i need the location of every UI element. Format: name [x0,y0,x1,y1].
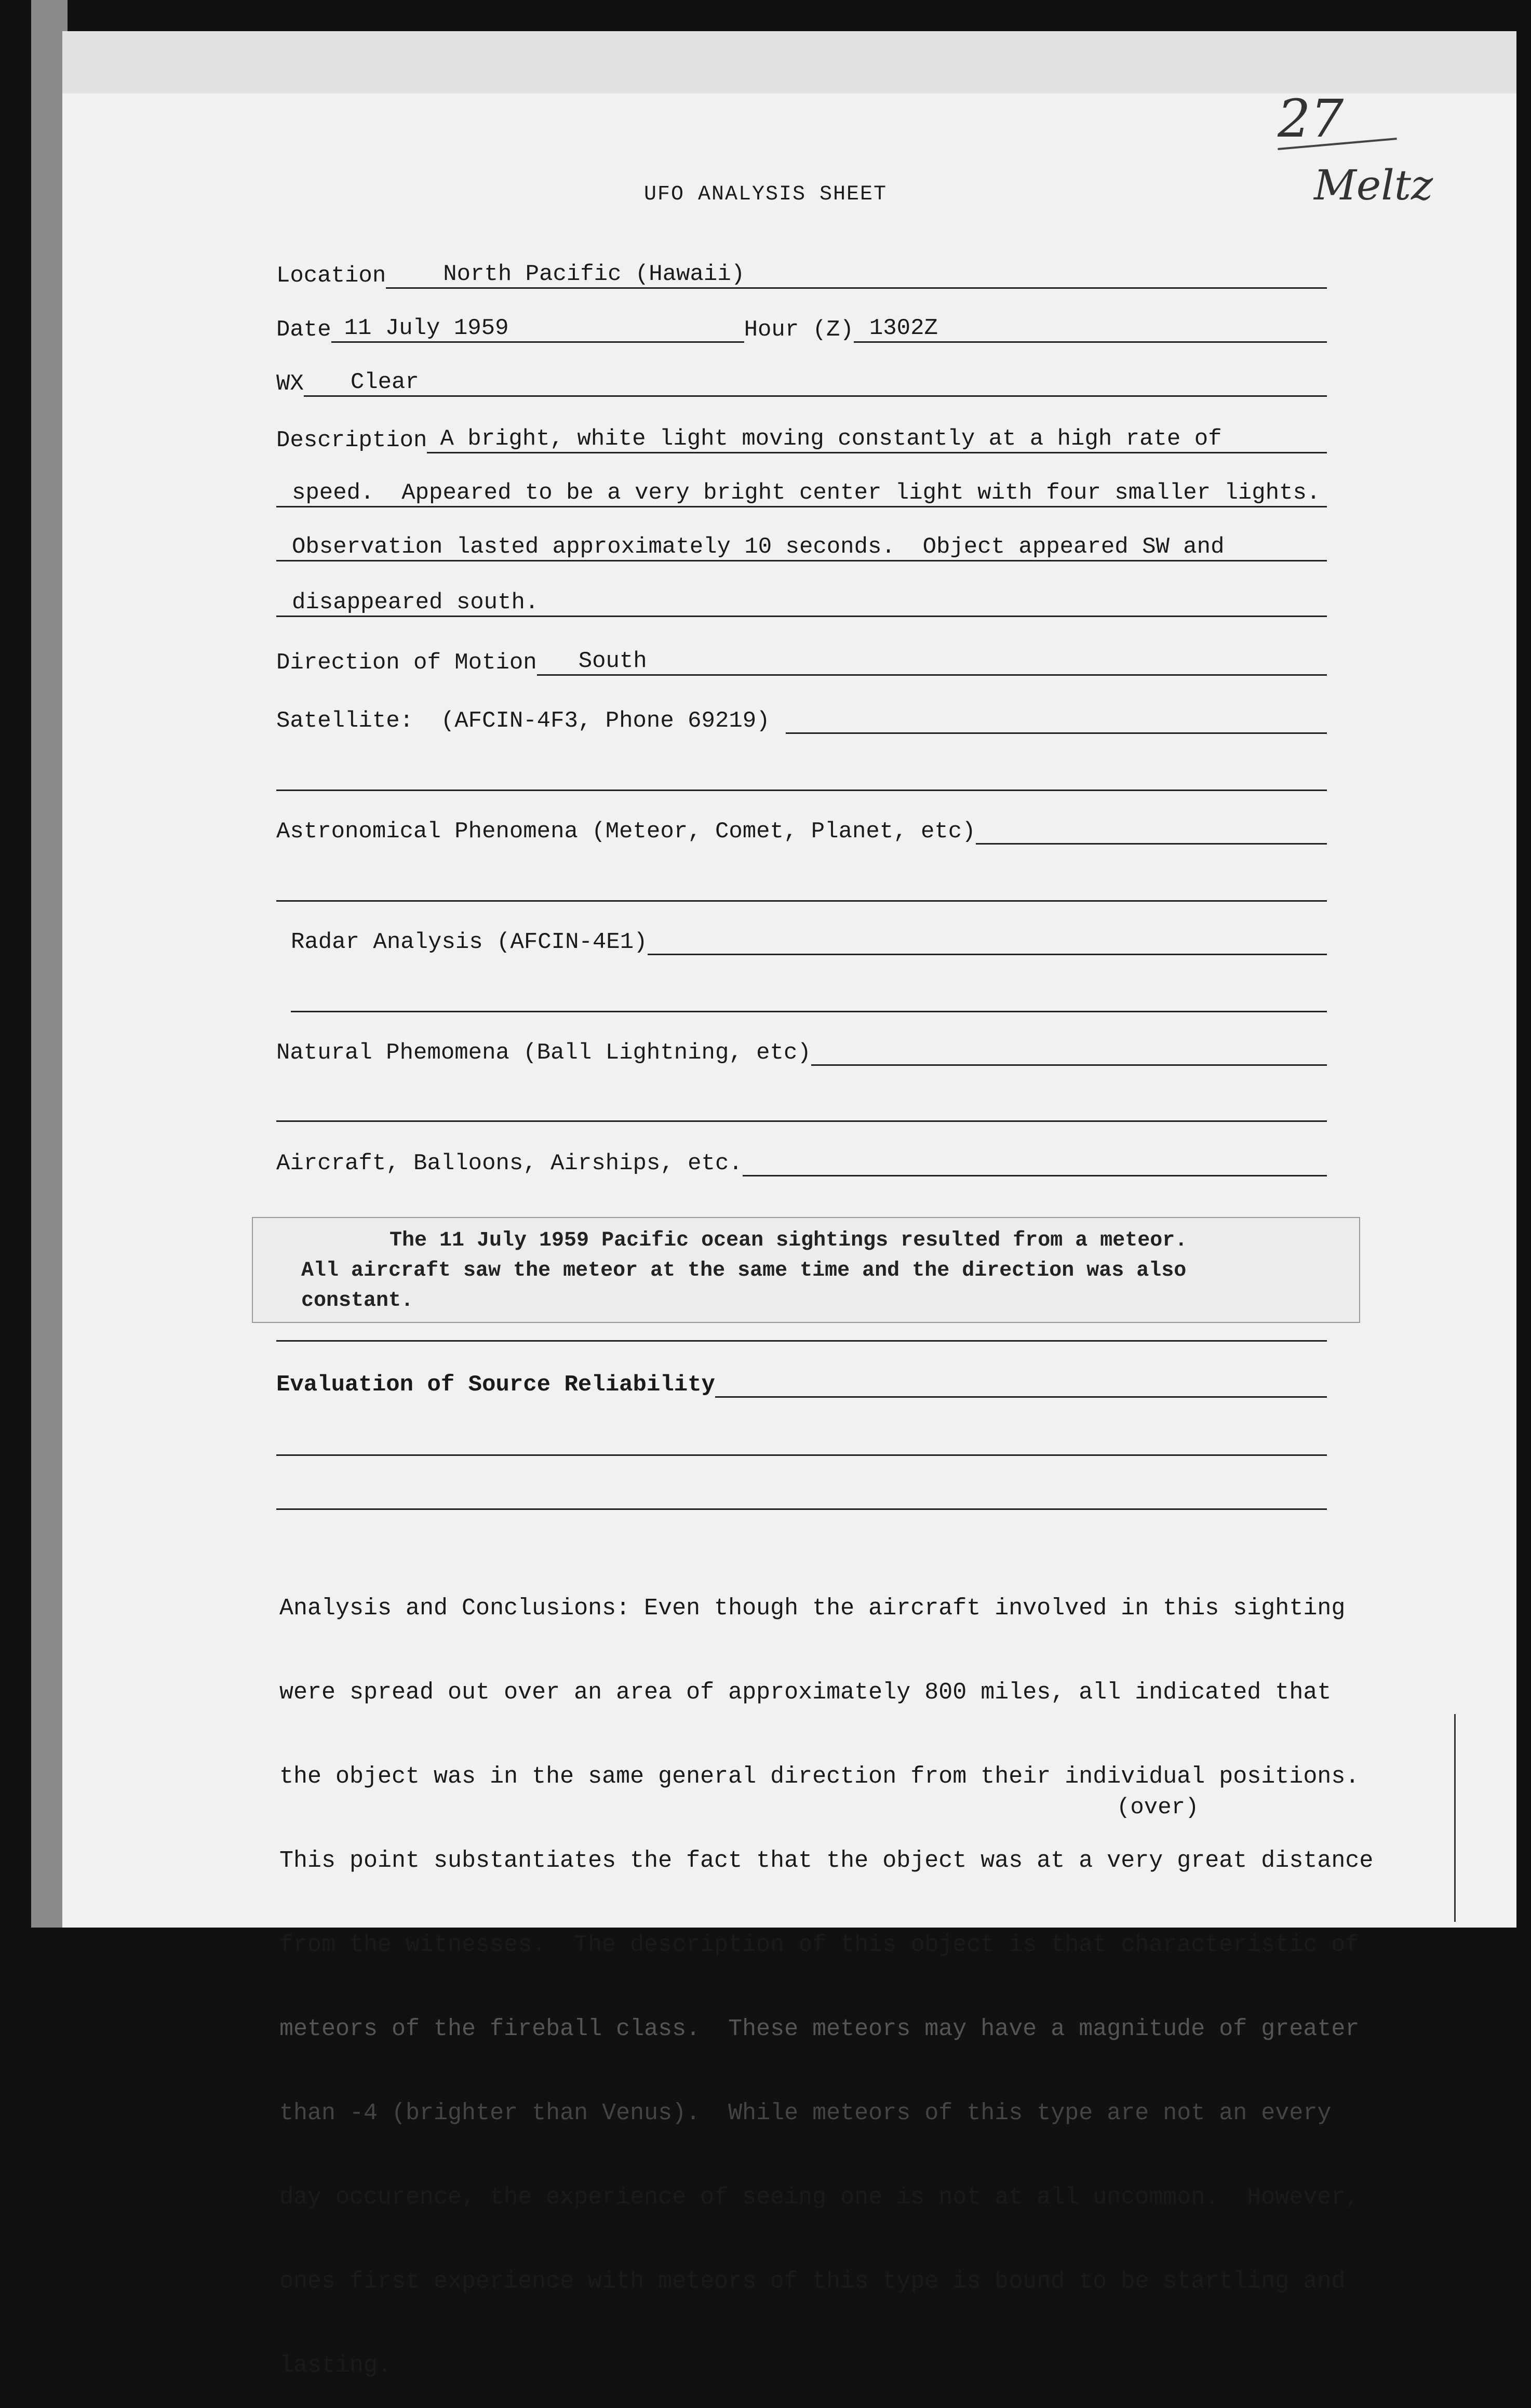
direction-label: Direction of Motion [276,650,537,676]
reliability-line [715,1370,1327,1398]
description-field [276,425,1327,453]
scan-top-band [62,31,1516,93]
blank-line [276,764,1327,791]
radar-line [648,928,1327,955]
description-label: Description [276,427,427,453]
direction-value: South [537,648,1327,676]
natural-field [276,1038,1327,1066]
description-field-cont [276,533,1327,561]
description-field-cont [276,589,1327,617]
radar-label: Radar Analysis (AFCIN-4E1) [291,929,648,955]
aircraft-label: Aircraft, Balloons, Airships, etc. [276,1151,743,1176]
date-hour-field [276,315,1327,343]
description-field-cont [276,479,1327,507]
hour-label: Hour (Z) [744,317,854,343]
hour-value: 1302Z [854,315,1327,343]
blank-line [276,1482,1327,1510]
margin-mark [1454,1714,1456,1922]
date-value: 11 July 1959 [331,315,744,343]
note-line: The 11 July 1959 Pacific ocean sightings resulted from a meteor. [390,1229,1188,1252]
analysis-line: meteors of the fireball class. These meteors may have a magnitude of greater [279,2016,1360,2042]
analysis-line: day occurence, the experience of seeing one is not at all uncommon. However, [279,2184,1360,2211]
satellite-line [786,706,1327,734]
handwritten-initials: Meltz [1314,161,1433,209]
blank-line [276,1428,1327,1456]
description-line: speed. Appeared to be a very bright center light with four smaller lights. [276,480,1327,507]
description-line: Observation lasted approximately 10 seconds. Object appeared SW and [276,534,1327,561]
aircraft-field [276,1148,1327,1176]
radar-field [291,927,1327,955]
analysis-line: lasting. [279,2352,392,2379]
location-value: North Pacific (Hawaii) [386,261,1327,289]
description-line: A bright, white light moving constantly at a high rate of [427,426,1327,453]
astronomical-label: Astronomical Phenomena (Meteor, Comet, Planet, etc) [276,819,976,845]
astronomical-line [976,817,1327,845]
satellite-label: Satellite: (AFCIN-4F3, Phone 69219) [276,708,770,734]
wx-field [276,369,1327,397]
over-note: (over) [1117,1795,1199,1821]
note-line: All aircraft saw the meteor at the same time and the direction was also [301,1259,1187,1282]
reliability-label: Evaluation of Source Reliability [276,1372,715,1398]
satellite-field [276,706,1327,734]
analysis-line: were spread out over an area of approximately 800 miles, all indicated that [279,1679,1332,1706]
location-label: Location [276,263,386,289]
natural-label: Natural Phemomena (Ball Lightning, etc) [276,1040,811,1066]
page-title: UFO ANALYSIS SHEET [643,183,888,206]
analysis-line: ones first experience with meteors of this type is bound to be startling and [279,2268,1346,2295]
analysis-line: from the witnesses. The description of this object is that characteristic of [279,1932,1360,1958]
wx-value: Clear [304,369,1327,397]
blank-line [276,1094,1327,1122]
aircraft-line [743,1149,1327,1176]
location-field [276,261,1327,289]
wx-label: WX [276,371,304,397]
analysis-line: Analysis and Conclusions: Even though the aircraft involved in this sighting [279,1595,1346,1622]
analysis-conclusions [279,1539,1373,2408]
blank-line [276,1314,1327,1342]
description-line: disappeared south. [276,590,1327,617]
direction-field [276,648,1327,676]
natural-line [811,1038,1327,1066]
astronomical-field [276,817,1327,845]
analysis-line: than -4 (brighter than Venus). While meteors of this type are not an every [279,2100,1332,2126]
reliability-field [276,1370,1327,1398]
blank-line [276,874,1327,902]
date-label: Date [276,317,331,343]
analysis-line: the object was in the same general direction from their individual positions. [279,1763,1360,1790]
pasted-note [301,1226,1187,1316]
handwritten-page-number: 27 [1278,88,1344,149]
blank-line [291,985,1327,1012]
note-line: constant. [301,1289,414,1313]
analysis-line: This point substantiates the fact that the object was at a very great distance [279,1848,1374,1874]
